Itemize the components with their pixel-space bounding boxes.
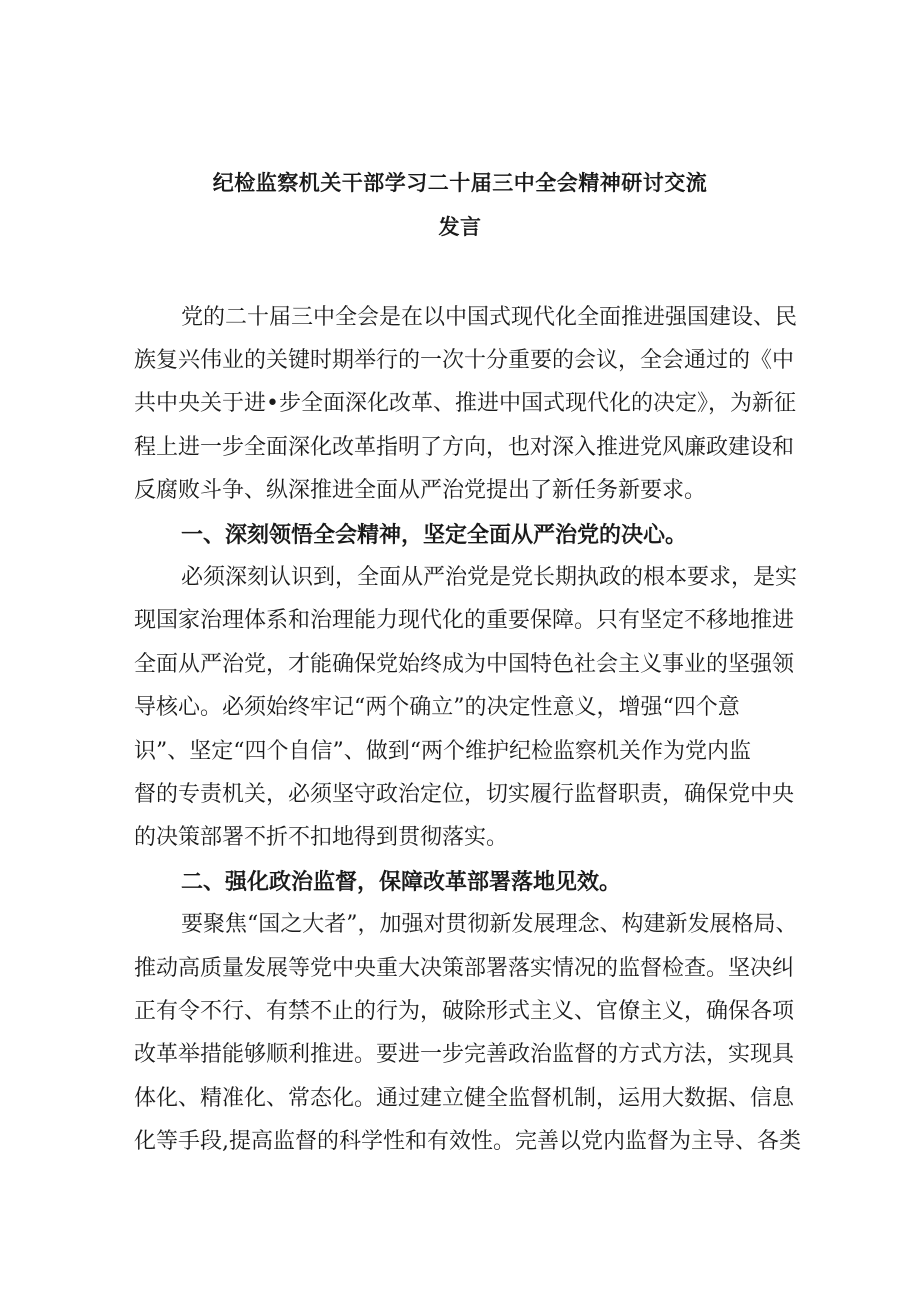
paragraph-line: 现国家治理体系和治理能力现代化的重要保障。只有坚定不移地推进 [134,608,795,633]
paragraph-line: 党的二十届三中全会是在以中国式现代化全面推进强国建设、民 [181,305,798,330]
paragraph-line: 改革举措能够顺利推进。要进一步完善政治监督的方式方法，实现具 [134,1042,795,1067]
section-heading: 二、强化政治监督，保障改革部署落地见效。 [181,869,622,895]
paragraph-line: 的决策部署不折不扣地得到贯彻落实。 [134,825,509,850]
paragraph-line: 体化、精准化、常态化。通过建立健全监督机制，运用大数据、信息 [134,1086,795,1111]
paragraph-line: 导核心。必须始终牢记“两个确立”的决定性意义，增强“四个意 [134,695,740,720]
section-heading: 一、深刻领悟全会精神，坚定全面从严治党的决心。 [181,522,688,548]
paragraph-line: 化等手段,提高监督的科学性和有效性。完善以党内监督为主导、各类 [134,1129,801,1154]
document-title: 纪检监察机关干部学习二十届三中全会精神研讨交流 [212,170,708,195]
paragraph-line: 督的专责机关，必须坚守政治定位，切实履行监督职责，确保党中央 [134,782,795,807]
paragraph-line: 全面从严治党，才能确保党始终成为中国特色社会主义事业的坚强领 [134,652,795,677]
paragraph-line: 程上进一步全面深化改革指明了方向，也对深入推进党风廉政建设和 [134,435,795,460]
paragraph-line: 共中央关于进•步全面深化改革、推进中国式现代化的决定》，为新征 [134,391,796,416]
paragraph-line: 必须深刻认识到，全面从严治党是党长期执政的根本要求，是实 [181,565,798,590]
paragraph-line: 要聚焦“国之大者”，加强对贯彻新发展理念、构建新发展格局、 [181,912,798,937]
paragraph-line: 推动高质量发展等党中央重大决策部署落实情况的监督检查。坚决纠 [134,956,795,981]
document-title-continued: 发言 [438,214,482,239]
paragraph-line: 反腐败斗争、纵深推进全面从严治党提出了新任务新要求。 [134,478,707,503]
paragraph-line: 识”、坚定“四个自信”、做到“两个维护纪检监察机关作为党内监 [134,739,751,764]
paragraph-line: 正有令不行、有禁不止的行为，破除形式主义、官僚主义，确保各项 [134,999,795,1024]
paragraph-line: 族复兴伟业的关键时期举行的一次十分重要的会议，全会通过的《中 [134,348,795,373]
